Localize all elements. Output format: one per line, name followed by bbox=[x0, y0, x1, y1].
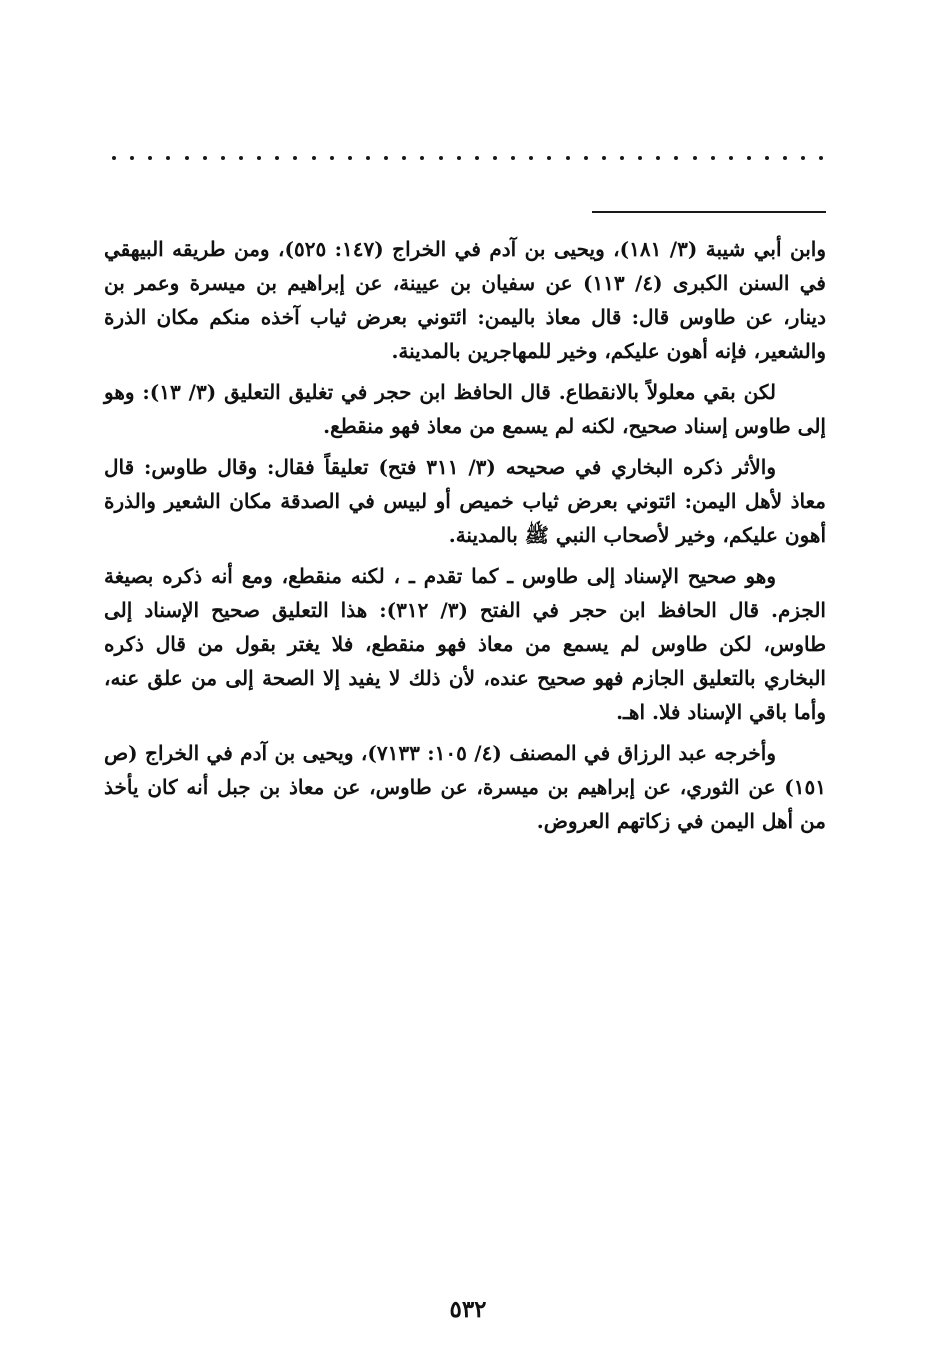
dotted-separator bbox=[112, 146, 824, 170]
footnote-rule bbox=[592, 211, 826, 213]
footnote-body bbox=[104, 232, 826, 845]
paragraph-3: والأثر ذكره البخاري في صحيحه (٣/ ٣١١ فتح) تعليقاً فقال: وقال طاوس: قال معاذ لأهل اليمن: ائتوني بعرض ثياب خميص أو لبيس في الصدقة مكان الشعير والذرة أهون عليكم، وخير لأصحاب النبي ﷺ بالمدينة. bbox=[104, 455, 826, 547]
paragraph-5: وأخرجه عبد الرزاق في المصنف (٤/ ١٠٥: ٧١٣٣)، ويحيى بن آدم في الخراج (ص ١٥١) عن الثوري، عن إبراهيم بن ميسرة، عن طاوس، عن معاذ بن جبل أنه كان يأخذ من أهل اليمن في زكاتهم العروض. bbox=[104, 741, 826, 833]
paragraph-4: وهو صحيح الإسناد إلى طاوس ـ كما تقدم ـ ، لكنه منقطع، ومع أنه ذكره بصيغة الجزم. قال الحافظ ابن حجر في الفتح (٣/ ٣١٢): هذا التعليق صحيح الإسناد إلى طاوس، لكن طاوس لم يسمع من معاذ فهو منقطع، فلا يغتر بقول من قال ذكره البخاري بالتعليق الجازم فهو صحيح عنده، لأن ذلك لا يفيد إلا الصحة إلى من علق عنه، وأما باقي الإسناد فلا. اهـ. bbox=[104, 564, 826, 724]
paragraph-1: وابن أبي شيبة (٣/ ١٨١)، ويحيى بن آدم في الخراج (١٤٧: ٥٢٥)، ومن طريقه البيهقي في السنن الكبرى (٤/ ١١٣) عن سفيان بن عيينة، عن إبراهيم بن ميسرة وعمر بن دينار، عن طاوس قال: قال معاذ باليمن: ائتوني بعرض ثياب آخذه منكم مكان الذرة والشعير، فإنه أهون عليكم، وخير للمهاجرين بالمدينة. bbox=[104, 237, 826, 363]
page-number: ٥٣٢ bbox=[449, 1296, 487, 1323]
paragraph-2: لكن بقي معلولاً بالانقطاع. قال الحافظ ابن حجر في تغليق التعليق (٣/ ١٣): وهو إلى طاوس إسناد صحيح، لكنه لم يسمع من معاذ فهو منقطع. bbox=[104, 380, 826, 438]
